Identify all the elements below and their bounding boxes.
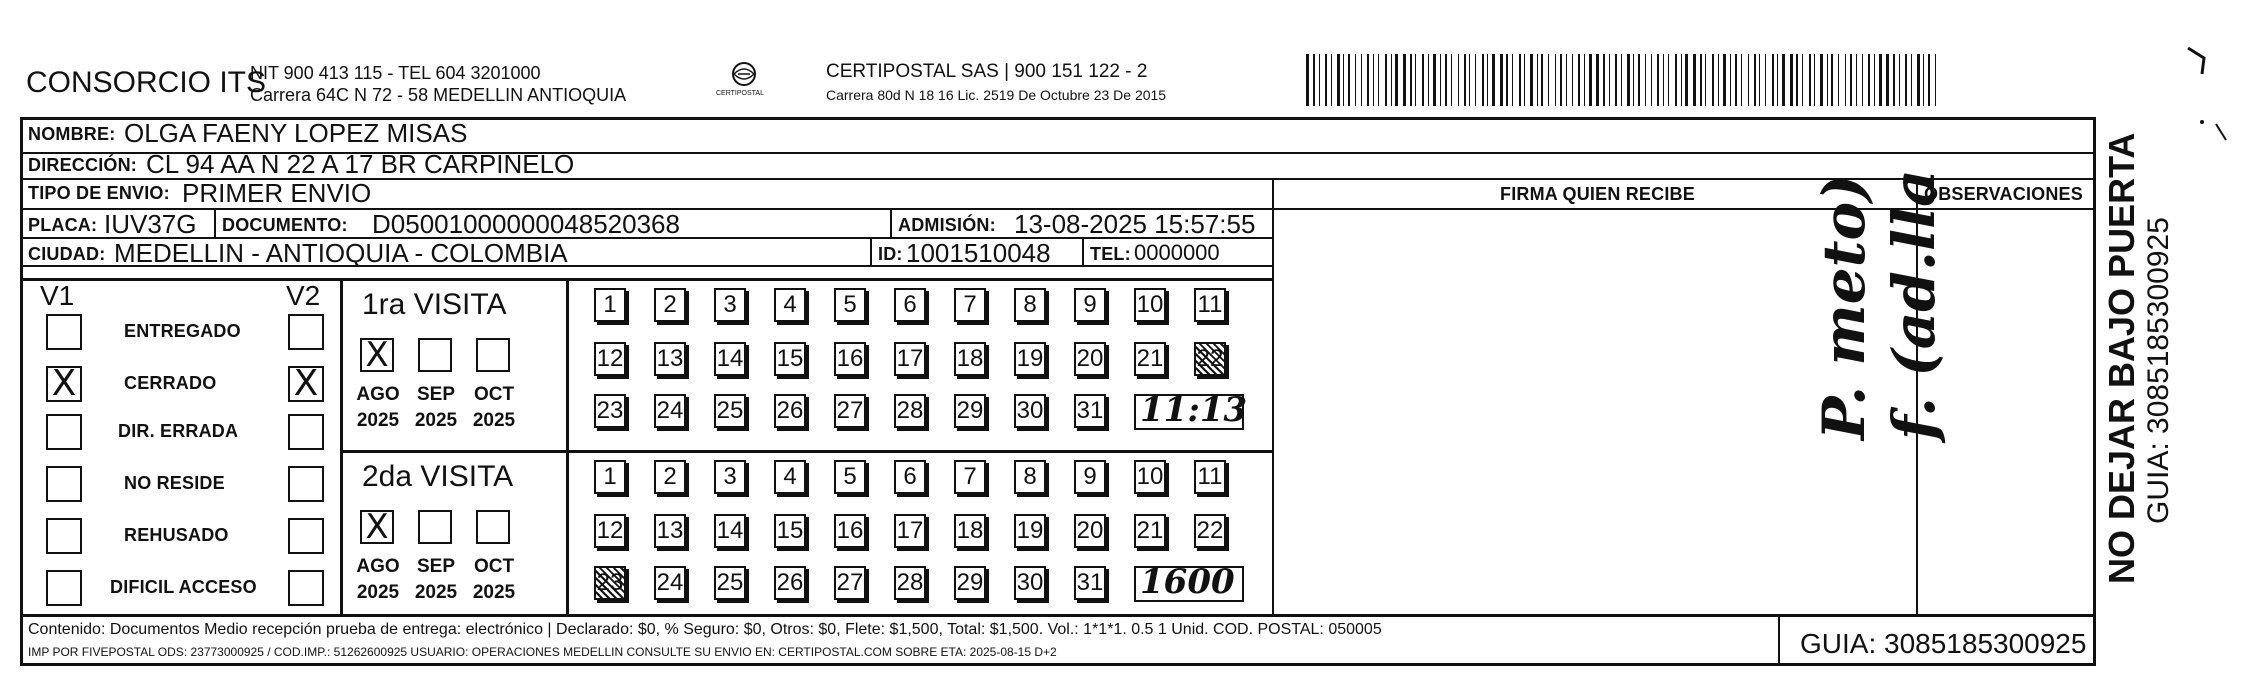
month-checkbox[interactable] [418,510,452,544]
day-box[interactable]: 25 [714,566,746,600]
placa-label: PLACA: [28,215,98,235]
day-box[interactable]: 21 [1134,514,1166,548]
day-box[interactable]: 4 [774,460,806,494]
placa-value: IUV37G [104,209,197,239]
day-box[interactable]: 22 [1194,342,1226,376]
day-box[interactable]: 18 [954,514,986,548]
day-box[interactable]: 15 [774,342,806,376]
status-label: DIFICIL ACCESO [110,577,257,597]
day-box[interactable]: 8 [1014,288,1046,322]
handwritten-observation-1: P. meto) [1810,174,1878,440]
id-label: ID: [878,244,903,264]
tipo-envio-value: PRIMER ENVIO [182,178,372,208]
status-label: DIR. ERRADA [118,421,239,441]
month-checkbox[interactable]: X [360,510,394,544]
year-label: 2025 [414,582,458,603]
day-box[interactable]: 15 [774,514,806,548]
direccion-label: DIRECCIÓN: [28,155,137,175]
divider [340,450,1274,453]
month-checkbox[interactable] [476,338,510,372]
time-written: 1600 [1140,562,1235,602]
day-box[interactable]: 20 [1074,514,1106,548]
divider [890,208,892,238]
nombre-label: NOMBRE: [28,124,116,144]
status-label: CERRADO [124,373,217,393]
nombre-value: OLGA FAENY LOPEZ MISAS [124,118,468,148]
day-box[interactable]: 20 [1074,342,1106,376]
year-label: 2025 [472,410,516,431]
day-box[interactable]: 2 [654,460,686,494]
month-label: SEP [416,384,456,405]
side-guia: GUIA: 3085185300925 [2142,217,2175,524]
divider [566,278,569,614]
tipo-envio-label: TIPO DE ENVIO: [28,183,170,203]
month-label: SEP [416,556,456,577]
day-box[interactable]: 29 [954,566,986,600]
year-label: 2025 [472,582,516,603]
day-box[interactable]: 27 [834,394,866,428]
corner-mark-icon [2180,40,2250,150]
v1-checkbox[interactable] [46,518,82,554]
day-box[interactable]: 10 [1134,288,1166,322]
status-label: NO RESIDE [124,473,225,493]
day-box[interactable]: 22 [1194,514,1226,548]
divider [20,614,2096,617]
admision-label: ADMISIÓN: [898,215,996,235]
v1-checkbox[interactable] [46,466,82,502]
ciudad-value: MEDELLIN - ANTIOQUIA - COLOMBIA [114,238,568,268]
observaciones-header: OBSERVACIONES [1924,184,2083,204]
year-label: 2025 [356,410,400,431]
day-box[interactable]: 28 [894,394,926,428]
company-address: Carrera 64C N 72 - 58 MEDELLIN ANTIOQUIA [250,85,627,105]
day-box[interactable]: 9 [1074,288,1106,322]
visit-title: 1ra VISITA [362,288,507,321]
divider [1778,614,1780,666]
day-box[interactable]: 9 [1074,460,1106,494]
day-box[interactable]: 5 [834,460,866,494]
certipostal-logo [712,60,776,102]
footer-imp: IMP POR FIVEPOSTAL ODS: 23773000925 / COD.IMP.: 51262600925 USUARIO: OPERACIONES MEDELLIN CONSULTE SU ENVIO EN: CERTIPOSTAL.COM SOBRE ETA: 2025-08-15 D+2 [28,645,1057,659]
day-box[interactable]: 17 [894,514,926,548]
tel-label: TEL: [1090,244,1131,264]
divider [340,278,343,614]
direccion-value: CL 94 AA N 22 A 17 BR CARPINELO [146,149,575,179]
day-box[interactable]: 31 [1074,566,1106,600]
day-box[interactable]: 17 [894,342,926,376]
day-box[interactable]: 12 [594,514,626,548]
v1-label: V1 [40,280,75,311]
day-box[interactable]: 1 [594,460,626,494]
month-label: AGO [356,384,400,405]
day-box[interactable]: 10 [1134,460,1166,494]
divider [1272,178,1274,614]
day-box[interactable]: 2 [654,288,686,322]
divider [20,278,1274,281]
day-box[interactable]: 19 [1014,342,1046,376]
day-box[interactable]: 8 [1014,460,1046,494]
day-box[interactable]: 14 [714,342,746,376]
time-written: 11:13 [1140,390,1248,430]
month-label: OCT [473,556,515,577]
day-box[interactable]: 13 [654,514,686,548]
divider [870,237,872,267]
day-box[interactable]: 16 [834,342,866,376]
day-box[interactable]: 21 [1134,342,1166,376]
status-label: ENTREGADO [124,321,241,341]
v2-checkbox[interactable] [288,414,324,450]
day-box[interactable]: 14 [714,514,746,548]
id-value: 1001510048 [906,238,1051,268]
day-box[interactable]: 1 [594,288,626,322]
status-label: REHUSADO [124,525,229,545]
divider [1082,237,1084,267]
logo-text: CERTIPOSTAL [716,90,764,97]
year-label: 2025 [356,582,400,603]
day-box[interactable]: 3 [714,460,746,494]
side-warning: NO DEJAR BAJO PUERTA [2101,132,2142,584]
day-box[interactable]: 4 [774,288,806,322]
day-box[interactable]: 16 [834,514,866,548]
v1-checkbox[interactable]: X [46,366,82,402]
visit-title: 2da VISITA [362,460,514,493]
day-box[interactable]: 11 [1194,460,1226,494]
v2-checkbox[interactable] [288,570,324,606]
month-checkbox[interactable] [476,510,510,544]
carrier-license: Carrera 80d N 18 16 Lic. 2519 De Octubre 23 De 2015 [826,87,1167,103]
day-box[interactable]: 23 [594,566,626,600]
documento-label: DOCUMENTO: [222,215,348,235]
v1-checkbox[interactable] [46,570,82,606]
month-label: OCT [473,384,515,405]
tel-value: 0000000 [1134,240,1220,265]
footer-content: Contenido: Documentos Medio recepción prueba de entrega: electrónico | Declarado: $0, % Seguro: $0, Otros: $0, Flete: $1,500, Total: $1,500. Vol.: 1*1*1. 0.5 1 Unid. COD. POSTAL: 050005 [28,621,1382,638]
day-box[interactable]: 29 [954,394,986,428]
day-box[interactable]: 31 [1074,394,1106,428]
day-box[interactable]: 23 [594,394,626,428]
day-box[interactable]: 7 [954,288,986,322]
barcode [1306,54,1942,106]
handwritten-observation-2: f. (ad.lla [1880,169,1948,440]
day-box[interactable]: 6 [894,288,926,322]
day-box[interactable]: 11 [1194,288,1226,322]
v1-checkbox[interactable] [46,314,82,350]
day-box[interactable]: 28 [894,566,926,600]
v1-checkbox[interactable] [46,414,82,450]
carrier-name: CERTIPOSTAL SAS | 900 151 122 - 2 [826,61,1148,82]
v2-checkbox[interactable]: X [288,366,324,402]
day-box[interactable]: 6 [894,460,926,494]
month-label: AGO [356,556,400,577]
day-box[interactable]: 24 [654,566,686,600]
day-box[interactable]: 13 [654,342,686,376]
ciudad-label: CIUDAD: [28,244,106,264]
day-box[interactable]: 7 [954,460,986,494]
day-box[interactable]: 3 [714,288,746,322]
company-name: CONSORCIO ITS [26,66,267,99]
day-box[interactable]: 18 [954,342,986,376]
footer-guia: GUIA: 3085185300925 [1800,628,2087,659]
year-label: 2025 [414,410,458,431]
v2-checkbox[interactable] [288,466,324,502]
documento-value: D05001000000048520368 [372,209,680,239]
divider [214,208,216,238]
company-nit: NIT 900 413 115 - TEL 604 3201000 [250,63,541,83]
month-checkbox[interactable] [418,338,452,372]
day-box[interactable]: 19 [1014,514,1046,548]
day-box[interactable]: 5 [834,288,866,322]
firma-header: FIRMA QUIEN RECIBE [1500,184,1695,204]
admision-value: 13-08-2025 15:57:55 [1014,209,1256,239]
day-box[interactable]: 12 [594,342,626,376]
day-box[interactable]: 30 [1014,566,1046,600]
v2-label: V2 [286,280,321,311]
day-box[interactable]: 30 [1014,394,1046,428]
v2-checkbox[interactable] [288,518,324,554]
day-box[interactable]: 27 [834,566,866,600]
month-checkbox[interactable]: X [360,338,394,372]
day-box[interactable]: 26 [774,566,806,600]
day-box[interactable]: 24 [654,394,686,428]
day-box[interactable]: 25 [714,394,746,428]
day-box[interactable]: 26 [774,394,806,428]
v2-checkbox[interactable] [288,314,324,350]
